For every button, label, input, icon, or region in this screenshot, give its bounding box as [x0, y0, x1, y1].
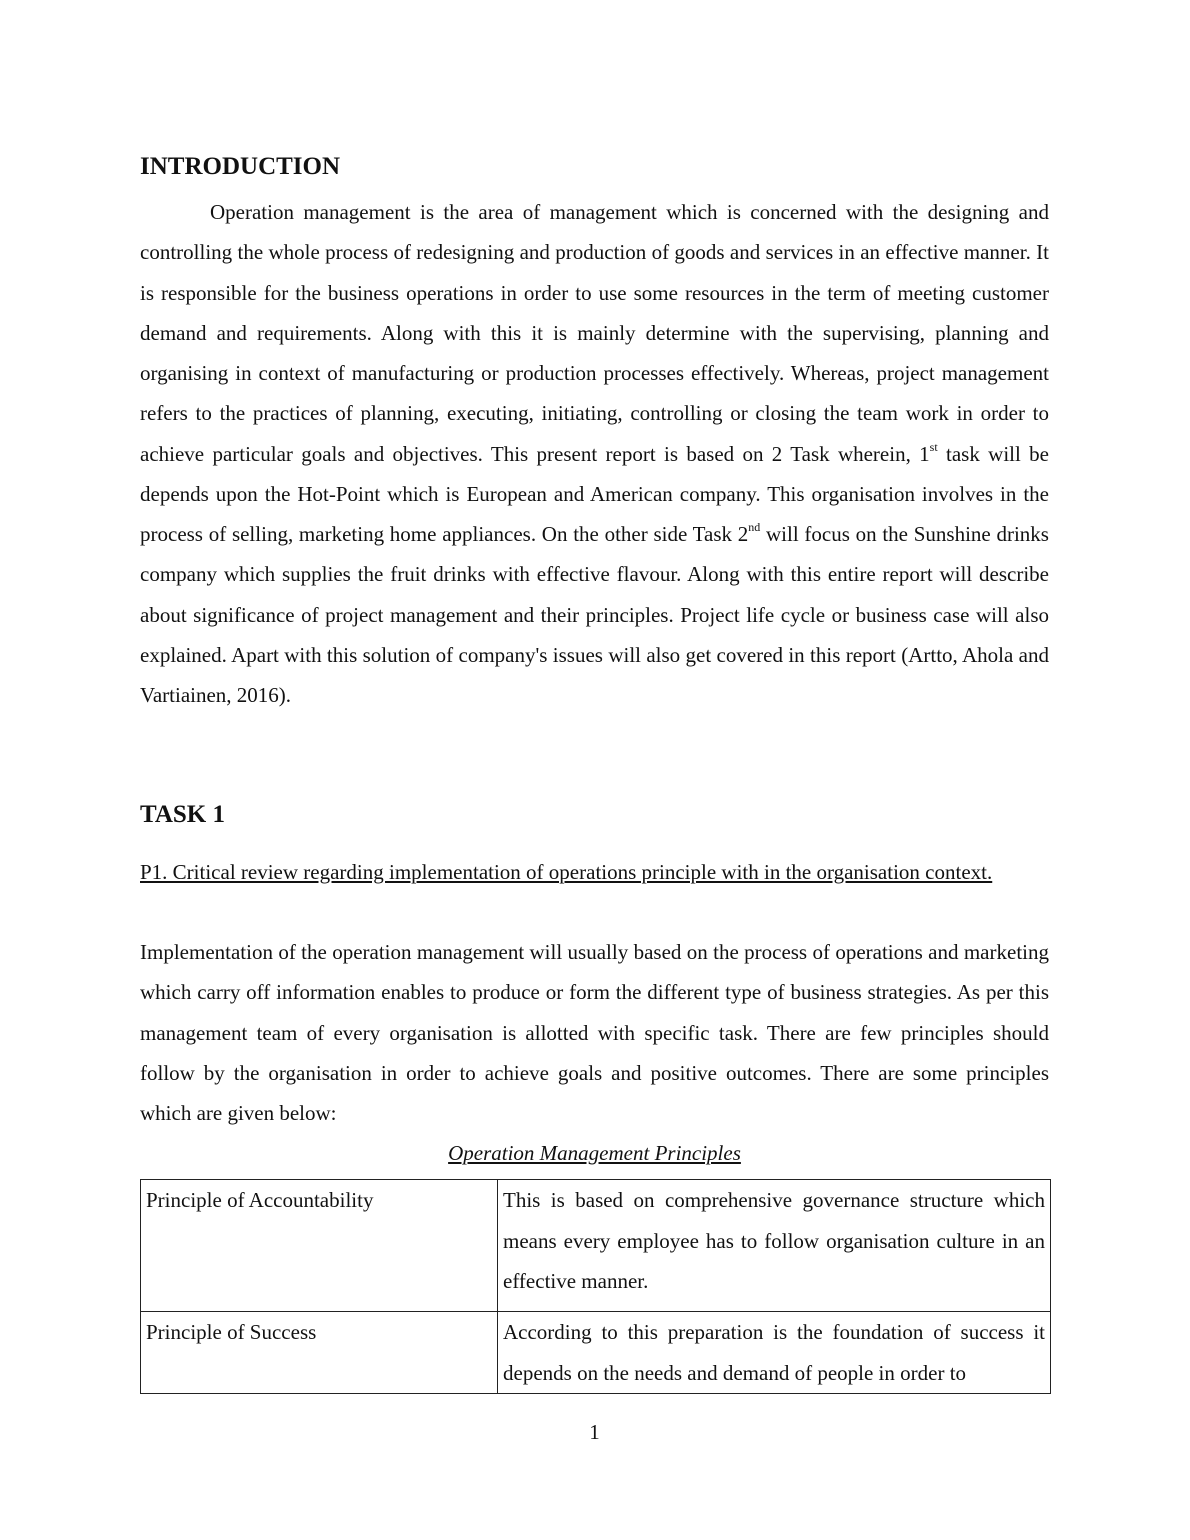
intro-text-part1: Operation management is the area of management which is concerned with the designing and controlling the whole process of redesigning and production of goods and services in an effective manner. It is responsible for the business operations in order to use some resources in the term of meeting customer demand and requirements. Along with this it is mainly determine with the supervising, planning and organising in context of manufacturing or production processes effectively. Whereas, project management refers to the practices of planning, executing, initiating, controlling or closing the team work in order to achieve particular goals and objectives. This present report is based on 2 Task wherein, 1 [140, 200, 1049, 466]
task1-heading: TASK 1 [140, 801, 225, 828]
page-number: 1 [589, 1420, 600, 1444]
superscript-st: st [929, 439, 938, 454]
principle-description-cell: This is based on comprehensive governance structure which means every employee has to follow organisation culture in an effective manner. [498, 1180, 1051, 1312]
task1-body-paragraph: Implementation of the operation management will usually based on the process of operations and marketing which carry off information enables to produce or form the different type of business strategies. As per this management team of every organisation is allotted with specific task. There are few principles should follow by the organisation in order to achieve goals and positive outcomes. There are some principles which are given below: [140, 940, 1049, 1125]
principles-table [140, 1179, 1051, 1394]
introduction-paragraph [140, 192, 1049, 715]
table-row [141, 1180, 1051, 1312]
introduction-heading: INTRODUCTION [140, 153, 341, 180]
table-row [141, 1312, 1051, 1394]
principle-name-cell: Principle of Accountability [141, 1180, 498, 1312]
intro-text-part3: will focus on the Sunshine drinks company which supplies the fruit drinks with effective flavour. Along with this entire report will describe about significance of project management and their principles. Project life cycle or business case will also explained. Apart with this solution of company's issues will also get covered in this report (Artto, Ahola and Vartiainen, 2016). [140, 522, 1049, 707]
table-caption: Operation Management Principles [448, 1141, 741, 1165]
principle-name-cell: Principle of Success [141, 1312, 498, 1394]
p1-subheading: P1. Critical review regarding implementation of operations principle with in the organisation context. [140, 860, 993, 884]
superscript-nd: nd [748, 520, 761, 534]
principle-description-cell: According to this preparation is the foundation of success it depends on the needs and demand of people in order to [498, 1312, 1051, 1394]
intro-text-part2: task will be depends upon the Hot-Point which is European and American company. This organisation involves in the process of selling, marketing home appliances. On the other side Task 2 [140, 441, 1049, 546]
